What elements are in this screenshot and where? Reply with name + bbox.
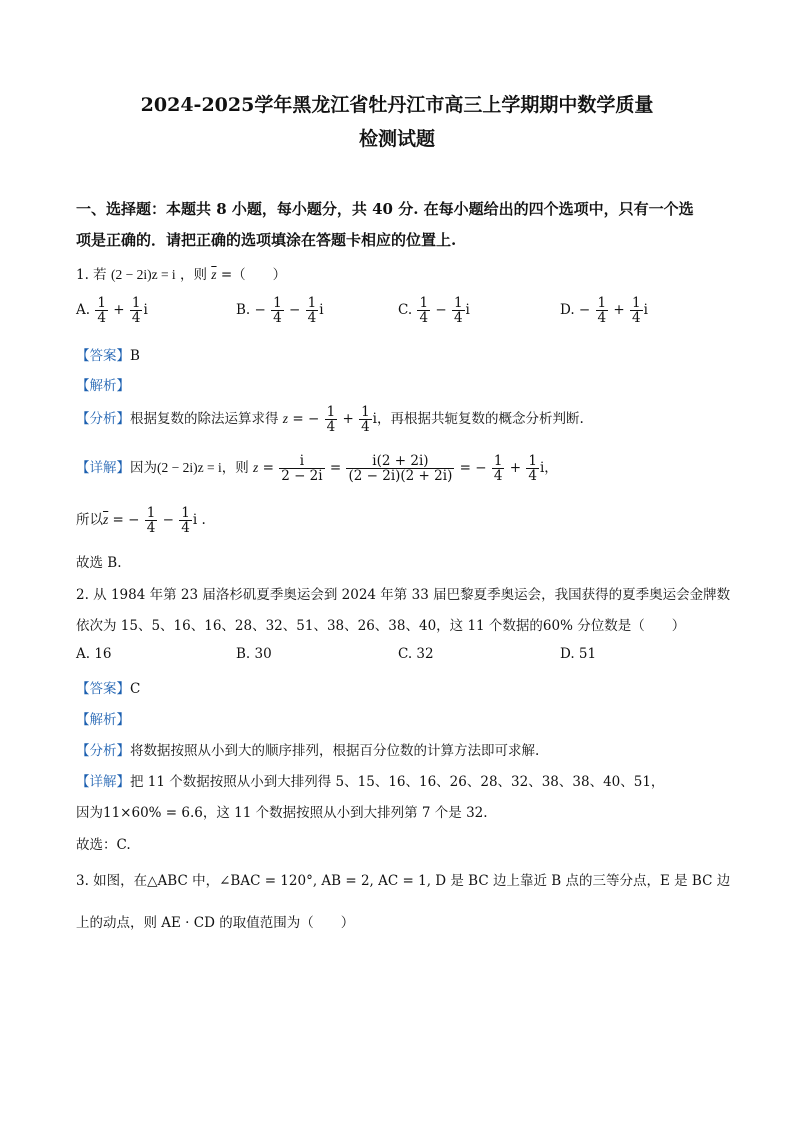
q1-option-a: A. $\frac{1}{4}$ + $\frac{1}{4}$ i bbox=[76, 295, 148, 327]
q1-option-d-label: D. bbox=[560, 302, 575, 319]
q1-so-label: 所以 bbox=[76, 512, 103, 529]
q1-stem bbox=[76, 263, 286, 283]
q1-fenxi-text2: ，再根据共轭复数的概念分析判断. bbox=[376, 411, 584, 428]
q1-number: 1. 若 bbox=[76, 267, 107, 283]
q3-stem-line2: 上的动点，则 AE · CD 的取值范围为（ ） bbox=[76, 915, 355, 931]
q1-option-c: C. $\frac{1}{4}$ − $\frac{1}{4}$ i bbox=[398, 295, 470, 327]
q1-option-c-label: C. bbox=[398, 302, 413, 319]
q1-jiexi: 【解析】 bbox=[76, 378, 130, 394]
page-title-line1: 2024-2025学年黑龙江省牡丹江市高三上学期期中数学质量 bbox=[140, 94, 654, 116]
answer-label: 【答案】 bbox=[76, 681, 130, 697]
q1-answer bbox=[76, 344, 140, 364]
frac2-denominator: (2 − 2i)(2 + 2i) bbox=[348, 468, 453, 485]
q2-fenxi-text: 将数据按照从小到大的顺序排列，根据百分位数的计算方法即可求解. bbox=[130, 743, 540, 759]
q2-because: 因为11×60% = 6.6，这 11 个数据按照从小到大排列第 7 个是 32. bbox=[76, 805, 488, 821]
frac1-numerator: i bbox=[279, 454, 324, 469]
q3-stem-line1: 3. 如图，在△ABC 中，∠BAC = 120°, AB = 2, AC = 1, D 是 BC 边上靠近 B 点的三等分点，E 是 BC 边 bbox=[76, 873, 731, 889]
q2-fenxi bbox=[76, 739, 539, 759]
answer-value: B bbox=[130, 348, 140, 364]
q2-option-c: C. 32 bbox=[398, 646, 434, 662]
q1-so: 所以$\overline{z}$ = − $\frac{1}{4}$ − $\frac{1}{4}$ i . bbox=[76, 505, 206, 537]
xiangjie-label: 【详解】 bbox=[76, 460, 130, 477]
q2-option-a: A. 16 bbox=[76, 646, 112, 662]
q1-zbar: $\overline{z}$ bbox=[211, 267, 217, 282]
q2-option-b: B. 30 bbox=[236, 646, 272, 662]
q2-stem-line1: 2. 从 1984 年第 23 届洛杉矶夏季奥运会到 2024 年第 33 届巴黎夏季奥运会，我国获得的夏季奥运会金牌数 bbox=[76, 587, 731, 603]
frac2-numerator: i(2 + 2i) bbox=[346, 454, 454, 469]
fenxi-label: 【分析】 bbox=[76, 411, 130, 428]
q1-option-d: D. − $\frac{1}{4}$ + $\frac{1}{4}$ i bbox=[560, 295, 648, 327]
q1-xiangjie-text: 因为 bbox=[130, 460, 157, 477]
q1-option-b: B. − $\frac{1}{4}$ − $\frac{1}{4}$ i bbox=[236, 295, 324, 327]
answer-label: 【答案】 bbox=[76, 348, 130, 364]
q2-jiexi: 【解析】 bbox=[76, 712, 130, 728]
page-title-line2: 检测试题 bbox=[358, 128, 435, 150]
fenxi-label: 【分析】 bbox=[76, 743, 130, 759]
q1-option-a-label: A. bbox=[76, 302, 91, 319]
q1-equation: (2 − 2i)z = i bbox=[110, 267, 176, 282]
q2-xiangjie-text: 把 11 个数据按照从小到大排列得 5、15、16、16、26、28、32、38、38、40、51， bbox=[130, 774, 665, 790]
q2-stem-line2: 依次为 15、5、16、16、28、32、51、38、26、38、40，这 11 个数据的60% 分位数是（ ） bbox=[76, 618, 686, 634]
q1-blank: =（ ） bbox=[220, 267, 287, 283]
q2-conclusion: 故选：C. bbox=[76, 837, 131, 853]
q1-then: ，则 bbox=[179, 267, 207, 283]
section-heading-line2: 项是正确的．请把正确的选项填涂在答题卡相应的位置上. bbox=[76, 231, 457, 249]
frac1-denominator: 2 − 2i bbox=[281, 468, 323, 485]
q1-fenxi-text: 根据复数的除法运算求得 bbox=[130, 411, 279, 428]
q1-xiangjie-eq: (2 − 2i)z = i bbox=[157, 460, 222, 476]
q2-xiangjie bbox=[76, 770, 664, 790]
q1-option-b-label: B. bbox=[236, 302, 251, 319]
xiangjie-label: 【详解】 bbox=[76, 774, 130, 790]
section-heading-line1: 一、选择题：本题共 8 小题，每小题分，共 40 分. 在每小题给出的四个选项中，只有一个选 bbox=[76, 200, 694, 218]
q1-conclusion: 故选 B. bbox=[76, 555, 122, 571]
q2-answer bbox=[76, 677, 140, 697]
q1-xiangjie-then: ，则 bbox=[221, 460, 249, 477]
q1-xiangjie: 【详解】因为(2 − 2i)z = i，则 z = $\frac{i}{2 - 2i}$ = $\frac{i(2 + 2i)}{(2 - 2i)(2 + 2i)}$ = − $\frac{1}{4}$ + $\frac{1}{4}$ i， bbox=[76, 453, 558, 485]
q2-option-d: D. 51 bbox=[560, 646, 597, 662]
q1-fenxi: 【分析】根据复数的除法运算求得 z = − $\frac{1}{4}$ + $\frac{1}{4}$ i，再根据共轭复数的概念分析判断. bbox=[76, 404, 584, 436]
answer-value: C bbox=[130, 681, 141, 697]
